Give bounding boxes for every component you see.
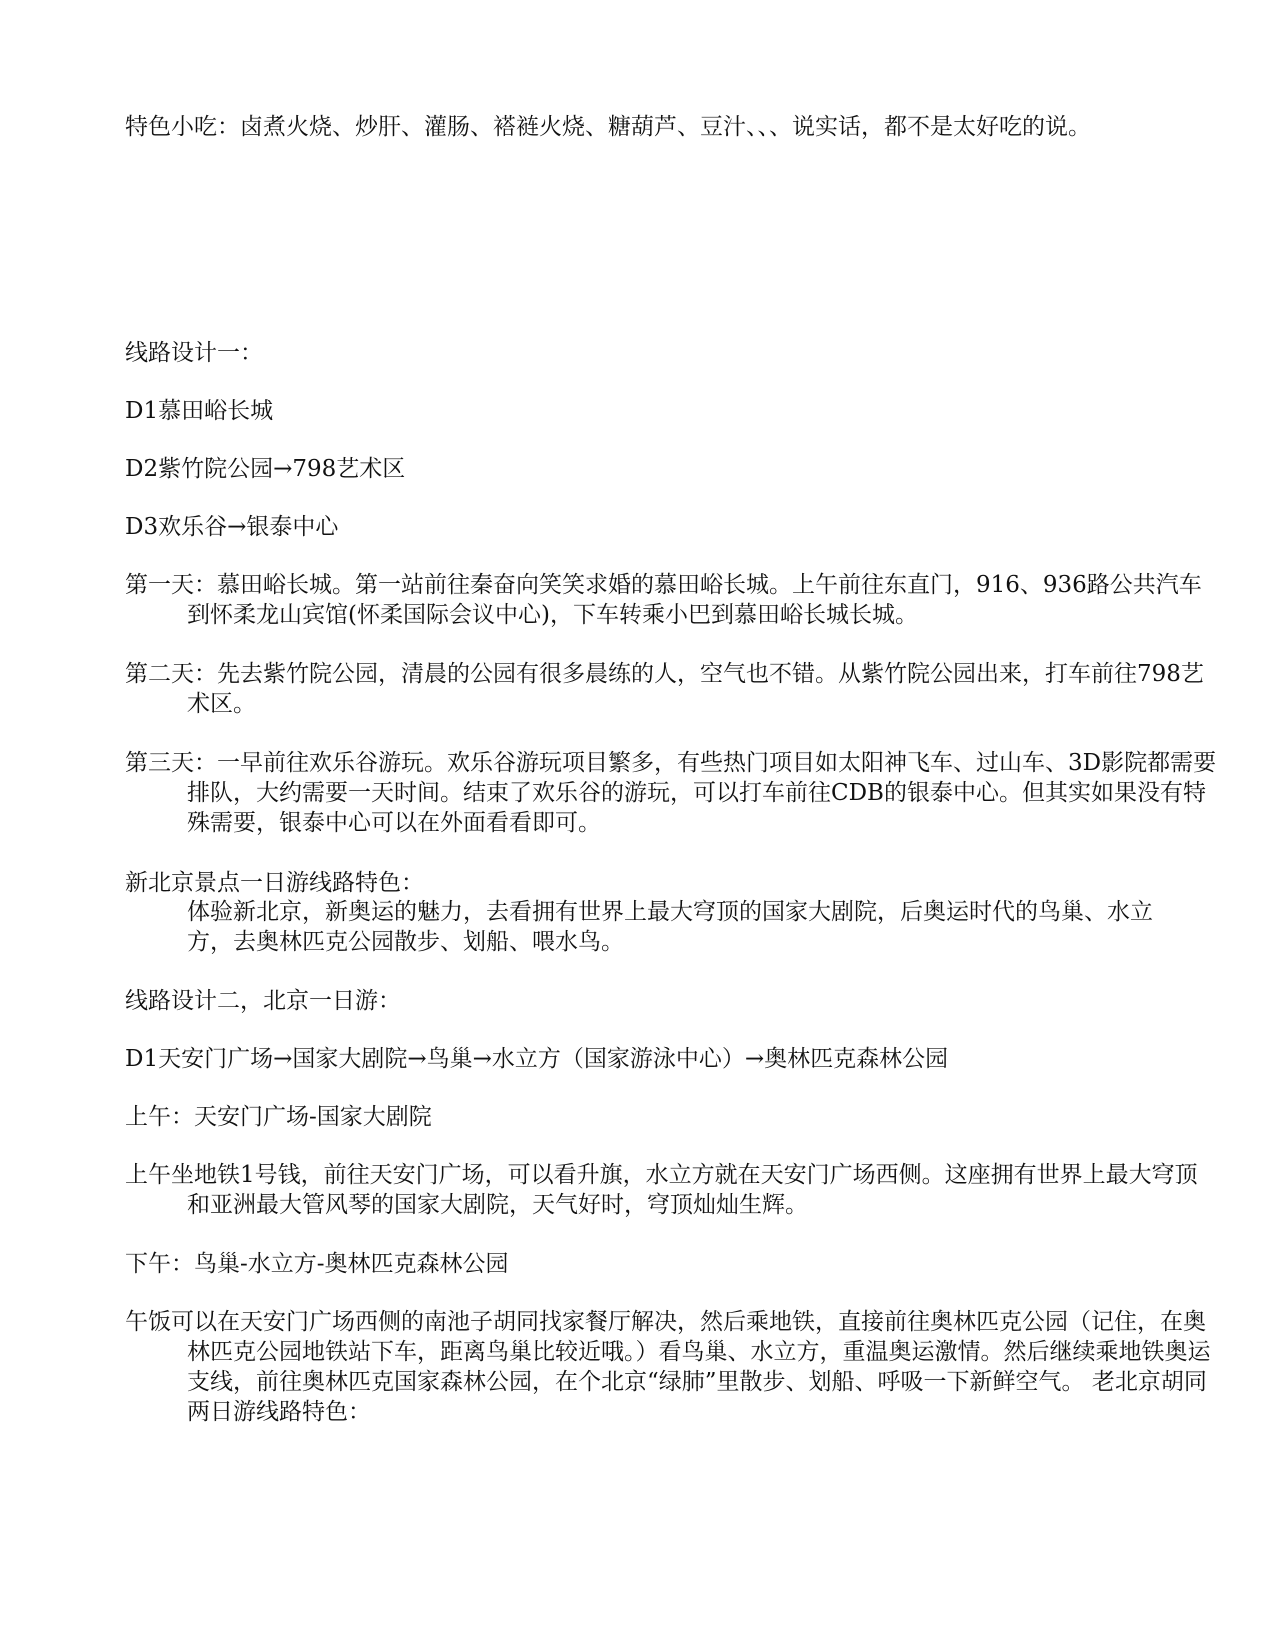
day3-detail: 第三天：一早前往欢乐谷游玩。欢乐谷游玩项目繁多，有些热门项目如太阳神飞车、过山车、3D影院都需要排队，大约需要一天时间。结束了欢乐谷的游玩，可以打车前往CDB的银泰中心。但其实如果没有特殊需要，银泰中心可以在外面看看即可。 [125, 750, 1217, 836]
snacks-paragraph: 特色小吃：卤煮火烧、炒肝、灌肠、褡裢火烧、糖葫芦、豆汁、、、说实话，都不是太好吃的说。 [125, 114, 1091, 140]
route2-title: 线路设计二，北京一日游： [125, 988, 401, 1014]
route1-day3: D3欢乐谷→银泰中心 [125, 514, 339, 540]
morning-title: 上午：天安门广场-国家大剧院 [125, 1104, 432, 1130]
route2-day1: D1天安门广场→国家大剧院→鸟巢→水立方（国家游泳中心）→奥林匹克森林公园 [125, 1046, 949, 1072]
morning-detail: 上午坐地铁1号钱，前往天安门广场，可以看升旗，水立方就在天安门广场西侧。这座拥有世界上最大穹顶和亚洲最大管风琴的国家大剧院，天气好时，穹顶灿灿生辉。 [125, 1162, 1198, 1218]
afternoon-detail: 午饭可以在天安门广场西侧的南池子胡同找家餐厅解决，然后乘地铁，直接前往奥林匹克公园（记住，在奥林匹克公园地铁站下车，距离鸟巢比较近哦。）看鸟巢、水立方，重温奥运激情。然后继续乘地铁奥运支线，前往奥林匹克国家森林公园，在个北京“绿肺”里散步、划船、呼吸一下新鲜空气。 老北京胡同两日游线路特色： [125, 1309, 1211, 1425]
route1-day1: D1慕田峪长城 [125, 398, 274, 424]
day1-detail: 第一天：慕田峪长城。第一站前往秦奋向笑笑求婚的慕田峪长城。上午前往东直门，916、936路公共汽车到怀柔龙山宾馆(怀柔国际会议中心)，下车转乘小巴到慕田峪长城长城。 [125, 572, 1202, 628]
new-beijing-title: 新北京景点一日游线路特色： [125, 870, 424, 896]
new-beijing-detail: 体验新北京，新奥运的魅力，去看拥有世界上最大穹顶的国家大剧院，后奥运时代的鸟巢、水立方，去奥林匹克公园散步、划船、喂水鸟。 [187, 899, 1153, 955]
route1-day2: D2紫竹院公园→798艺术区 [125, 456, 406, 482]
day2-detail: 第二天：先去紫竹院公园，清晨的公园有很多晨练的人，空气也不错。从紫竹院公园出来，打车前往798艺术区。 [125, 661, 1204, 717]
afternoon-title: 下午：鸟巢-水立方-奥林匹克森林公园 [125, 1251, 509, 1277]
route1-title: 线路设计一： [125, 340, 263, 366]
